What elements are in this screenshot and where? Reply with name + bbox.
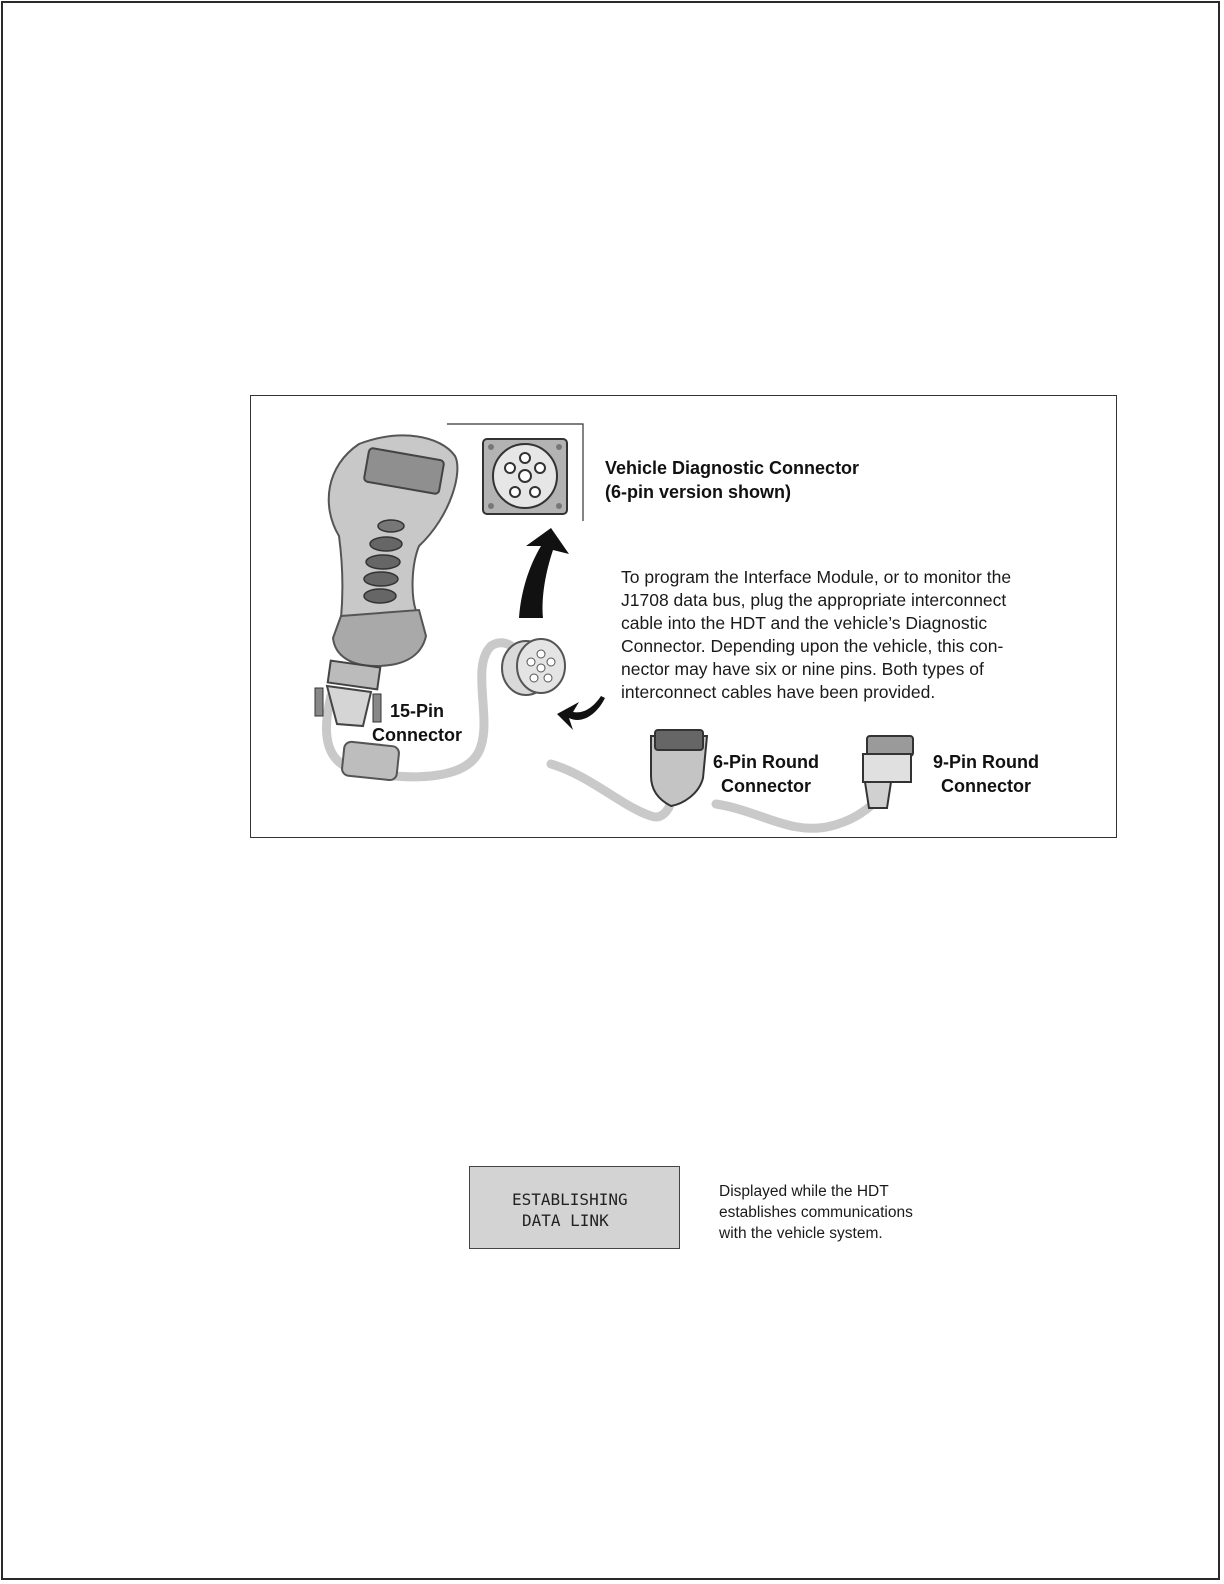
plug-in-arrow xyxy=(519,528,569,618)
round-cable-end-art xyxy=(502,639,565,695)
nine-pin-round-connector-label xyxy=(921,750,1051,798)
fifteen-pin-label-line1: 15-Pin xyxy=(389,701,445,721)
lcd-display xyxy=(469,1166,680,1249)
ferrite-bead xyxy=(341,741,399,781)
instruction-line: interconnect cables have been provided. xyxy=(621,682,936,702)
lcd-line-1: ESTABLISHING xyxy=(512,1190,628,1209)
vehicle-diagnostic-connector-art xyxy=(447,424,583,521)
hdt-device xyxy=(329,435,458,666)
lcd-caption-line: establishes communications xyxy=(719,1204,913,1221)
instruction-line: nector may have six or nine pins. Both types of xyxy=(621,659,984,679)
connection-instructions xyxy=(621,566,1081,704)
six-pin-round-connector-label xyxy=(701,750,831,798)
instruction-line: cable into the HDT and the vehicle’s Diagnostic xyxy=(621,613,988,633)
vehicle-diagnostic-connector-title: Vehicle Diagnostic Connector xyxy=(605,458,860,478)
six-pin-round-connector-art xyxy=(651,730,707,806)
hdt-key-enter xyxy=(378,520,404,532)
instruction-line: Connector. Depending upon the vehicle, this con- xyxy=(621,636,1004,656)
lcd-line-2: DATA LINK xyxy=(522,1211,609,1230)
curved-arrow xyxy=(557,696,605,730)
vehicle-diagnostic-connector-label xyxy=(605,456,905,504)
connection-figure xyxy=(250,395,1117,838)
fifteen-pin-label-line2: Connector xyxy=(372,725,462,745)
nine-pin-label-line1: 9-Pin Round xyxy=(933,752,1039,772)
six-pin-label-line1: 6-Pin Round xyxy=(713,752,819,772)
hdt-key-up xyxy=(370,537,402,551)
lcd-caption-line: Displayed while the HDT xyxy=(719,1183,889,1200)
lcd-caption-line: with the vehicle system. xyxy=(719,1225,883,1242)
nine-pin-cable xyxy=(716,801,876,828)
hdt-key-help xyxy=(364,589,396,603)
six-pin-label-line2: Connector xyxy=(721,776,811,796)
fifteen-pin-connector-label xyxy=(367,699,467,747)
hdt-key-down xyxy=(366,555,400,569)
nine-pin-label-line2: Connector xyxy=(941,776,1031,796)
vehicle-diagnostic-connector-subtitle: (6-pin version shown) xyxy=(605,482,792,502)
nine-pin-round-connector-art xyxy=(863,736,913,808)
hdt-key-star xyxy=(364,572,398,586)
instruction-line: J1708 data bus, plug the appropriate interconnect xyxy=(621,590,1007,610)
instruction-line: To program the Interface Module, or to monitor the xyxy=(621,567,1012,587)
lcd-caption xyxy=(719,1181,979,1244)
